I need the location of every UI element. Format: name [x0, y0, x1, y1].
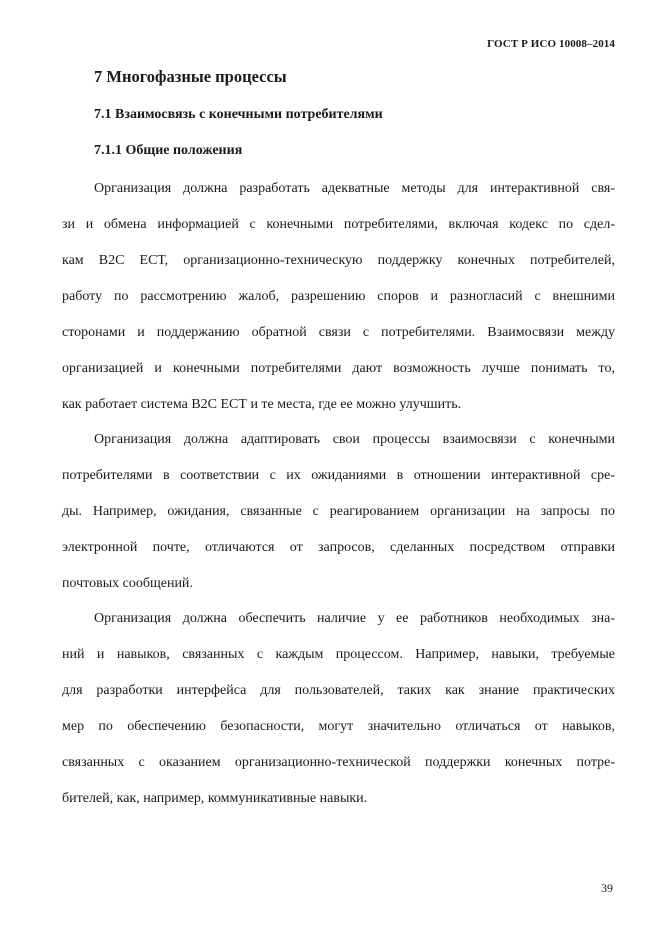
paragraph-line: мер по обеспечению безопасности, могут значительно отличаться от навыков, — [62, 719, 615, 734]
paragraph-line: связанных с оказанием организационно-технической поддержки конечных потре- — [62, 755, 615, 770]
running-header: ГОСТ Р ИСО 10008–2014 — [487, 38, 615, 50]
paragraph-2 — [62, 422, 615, 602]
paragraph-line: потребителями в соответствии с их ожиданиями в отношении интерактивной сре- — [62, 468, 615, 483]
paragraph-line: электронной почте, отличаются от запросов, сделанных посредством отправки — [62, 540, 615, 555]
paragraph-line: сторонами и поддержанию обратной связи с потребителями. Взаимосвязи между — [62, 325, 615, 340]
paragraph-3 — [62, 601, 615, 817]
paragraph-line: зи и обмена информацией с конечными потребителями, включая кодекс по сдел- — [62, 217, 615, 232]
paragraph-line: Организация должна адаптировать свои процессы взаимосвязи с конечными — [94, 432, 615, 447]
paragraph-line: как работает система В2С ЕСТ и те места, где ее можно улучшить. — [62, 397, 462, 412]
page-number: 39 — [601, 881, 613, 895]
section-title: 7 Многофазные процессы — [94, 67, 287, 86]
paragraph-line: ний и навыков, связанных с каждым процессом. Например, навыки, требуемые — [62, 647, 615, 662]
paragraph-line: кам В2С ЕСТ, организационно-техническую поддержку конечных потребителей, — [62, 253, 615, 268]
paragraph-line: ды. Например, ожидания, связанные с реагированием организации на запросы по — [62, 504, 615, 519]
paragraph-line: почтовых сообщений. — [62, 576, 193, 591]
paragraph-line: для разработки интерфейса для пользователей, таких как знание практических — [62, 683, 615, 698]
paragraph-line: Организация должна разработать адекватные методы для интерактивной свя- — [94, 181, 615, 196]
subsection-title: 7.1 Взаимосвязь с конечными потребителями — [94, 107, 383, 122]
paragraph-line: Организация должна обеспечить наличие у ее работников необходимых зна- — [94, 611, 615, 626]
paragraph-line: бителей, как, например, коммуникативные навыки. — [62, 791, 368, 806]
paragraph-1 — [62, 171, 615, 423]
subsubsection-title: 7.1.1 Общие положения — [94, 143, 243, 158]
paragraph-line: организацией и конечными потребителями дают возможность лучше понимать то, — [62, 361, 615, 376]
paragraph-line: работу по рассмотрению жалоб, разрешению споров и разногласий с внешними — [62, 289, 615, 304]
